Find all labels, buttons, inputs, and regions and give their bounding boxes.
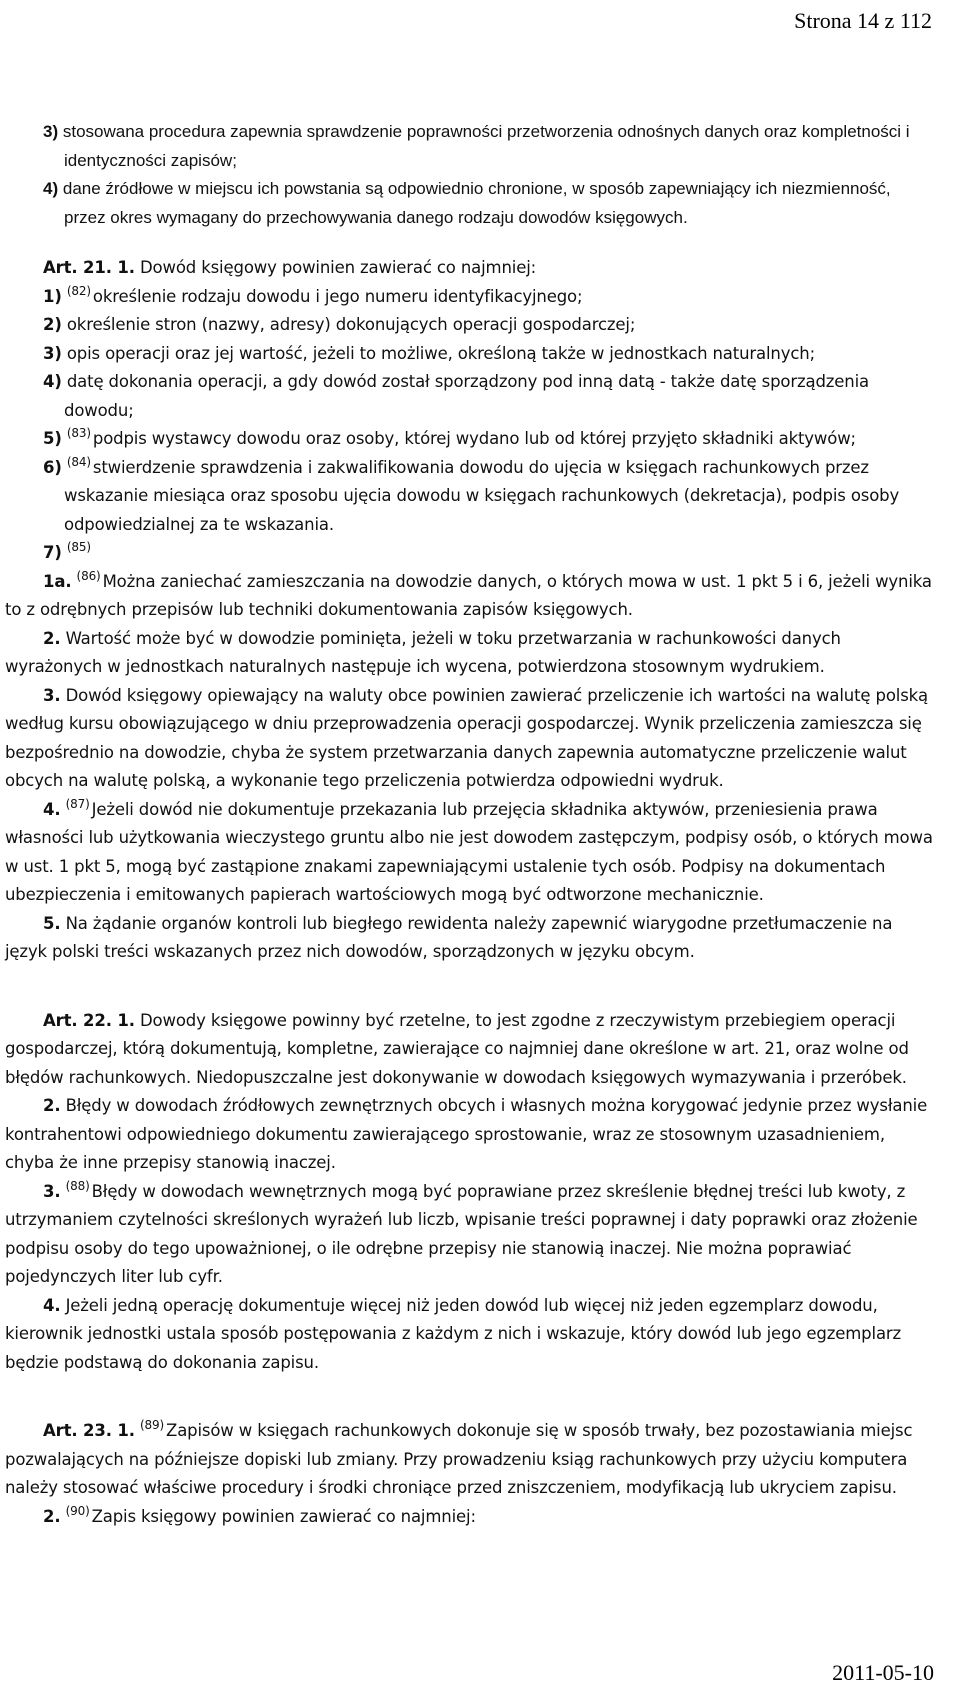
page-date-footer: 2011-05-10 — [832, 1660, 934, 1685]
paragraph-number: 2. — [43, 1506, 61, 1526]
paragraph-text: Na żądanie organów kontroli lub biegłego rewidenta należy zapewnić wiarygodne przetłumaczenie na język polski treści wskazanych przez nich dowodów, sporządzonych w języku obcym. — [5, 913, 893, 961]
paragraph-text: Dowody księgowe powinny być rzetelne, to jest zgodne z rzeczywistym przebiegiem operacji gospodarczej, którą dokumentują, kompletne, zawierające co najmniej dane określone w art. 21, oraz wolne od błędów rachunkowych. Niedopuszczalne jest dokonywanie w dowodach księgowych wymazywania i przeróbek. — [5, 1010, 909, 1087]
paragraph-text: Zapis księgowy powinien zawierać co najmniej: — [91, 1506, 476, 1526]
art20-items — [5, 118, 935, 232]
article-heading: Art. 22. 1. — [43, 1010, 135, 1030]
paragraph-number: 3. — [43, 685, 61, 705]
art21-heading-line — [5, 254, 935, 283]
paragraph-text: Błędy w dowodach źródłowych zewnętrznych obcych i własnych można korygować jedynie przez wysłanie kontrahentowi odpowiedniego dokumentu zawierającego sprostowanie, wraz ze stosownym uzasadnieniem, chyba że inne przepisy stanowią inaczej. — [5, 1096, 928, 1172]
item-text: opis operacji oraz jej wartość, jeżeli to możliwe, określoną także w jednostkach naturalnych; — [66, 343, 815, 363]
item-text: stwierdzenie sprawdzenia i zakwalifikowania dowodu do ujęcia w księgach rachunkowych przez wskazanie miesiąca oraz sposobu ujęcia dowodu w księgach rachunkowych (dekretacja), podpis osoby odpowiedzialnej za te wskazania. — [64, 457, 900, 534]
paragraph — [5, 1092, 935, 1178]
paragraph-number: 5. — [43, 913, 61, 933]
article-heading: Art. 23. 1. — [43, 1421, 135, 1440]
paragraph — [5, 625, 935, 682]
list-item — [5, 539, 935, 568]
item-number: 4) — [43, 179, 59, 198]
item-text: stosowana procedura zapewnia sprawdzenie poprawności przetworzenia odnośnych danych oraz kompletności i identyczności zapisów; — [62, 122, 910, 170]
item-text: określenie rodzaju dowodu i jego numeru identyfikacyjnego; — [92, 286, 583, 306]
footnote-ref: (88) — [65, 1178, 90, 1193]
footnote-ref: (90) — [65, 1503, 90, 1518]
item-text: datę dokonania operacji, a gdy dowód został sporządzony pod inną datą - także datę sporządzenia dowodu; — [64, 372, 870, 420]
paragraph-number: 3. — [43, 1181, 61, 1201]
item-number: 1) — [43, 286, 62, 306]
item-number: 4) — [43, 372, 62, 391]
paragraph-number: 1a. — [43, 571, 72, 591]
page-number-header: Strona 14 z 112 — [794, 8, 932, 33]
list-item — [5, 283, 935, 312]
paragraph — [5, 682, 935, 796]
list-item — [5, 454, 935, 540]
footnote-ref: (84) — [66, 454, 91, 469]
item-number: 3) — [43, 122, 59, 141]
item-number: 7) — [43, 543, 62, 562]
list-item — [5, 368, 935, 425]
footnote-ref: (83) — [66, 426, 91, 440]
art21-paragraphs — [5, 568, 935, 967]
art22 — [5, 1007, 935, 1378]
item-number: 2) — [43, 315, 62, 334]
footnote-ref: (87) — [65, 796, 90, 811]
paragraph — [5, 1007, 935, 1093]
item-number: 3) — [43, 343, 62, 363]
footnote-ref: (82) — [66, 283, 91, 298]
paragraph — [5, 910, 935, 967]
list-item — [5, 340, 935, 369]
document-body — [5, 118, 935, 1531]
paragraph — [5, 1178, 935, 1292]
list-item — [5, 175, 935, 232]
art21-items — [5, 283, 935, 568]
paragraph — [5, 1503, 935, 1532]
list-item — [5, 425, 935, 454]
paragraph-text: Dowód księgowy opiewający na waluty obce powinien zawierać przeliczenie ich wartości na walutę polską według kursu obowiązującego w dniu przeprowadzenia operacji gospodarczej. Wynik przeliczenia zamieszcza się bezpośrednio na dowodzie, chyba że system przetwarzania danych zapewnia automatyczne przeliczenie walut obcych na walutę polską, a wykonanie tego przeliczenia potwierdza odpowiedni wydruk. — [5, 685, 929, 790]
art23 — [5, 1417, 935, 1531]
paragraph-number: 4. — [43, 799, 61, 819]
footnote-ref: (86) — [76, 568, 101, 583]
footnote-ref: (85) — [66, 540, 91, 554]
list-item — [5, 311, 935, 340]
paragraph-number: 2. — [43, 628, 61, 648]
article-intro: Dowód księgowy powinien zawierać co najmniej: — [140, 258, 537, 277]
paragraph — [5, 1292, 935, 1378]
list-item — [5, 118, 935, 175]
paragraph-number: 2. — [43, 1096, 61, 1115]
paragraph-text: Wartość może być w dowodzie pominięta, jeżeli w toku przetwarzania w rachunkowości danych wyrażonych w jednostkach naturalnych następuje ich wycena, potwierdzona stosownym wydrukiem. — [5, 628, 841, 676]
paragraph-text: Błędy w dowodach wewnętrznych mogą być poprawiane przez skreślenie błędnej treści lub kwoty, z utrzymaniem czytelności skreślonych wyrażeń lub liczb, wpisanie treści poprawnej i daty poprawki oraz złożenie podpisu osoby do tego upoważnionej, o ile odrębne przepisy nie stanowią inaczej. Nie można poprawiać pojedynczych liter lub cyfr. — [5, 1181, 918, 1286]
paragraph-number: 4. — [43, 1295, 61, 1315]
paragraph-text: Jeżeli jedną operację dokumentuje więcej niż jeden dowód lub więcej niż jeden egzemplarz dowodu, kierownik jednostki ustala sposób postępowania z każdym z nich i wskazuje, który dowód lub jego egzemplarz będzie podstawą do dokonania zapisu. — [5, 1295, 902, 1372]
item-text: określenie stron (nazwy, adresy) dokonujących operacji gospodarczej; — [66, 315, 636, 334]
article-heading: Art. 21. 1. — [43, 258, 135, 277]
paragraph-text: Jeżeli dowód nie dokumentuje przekazania lub przejęcia składnika aktywów, przeniesienia prawa własności lub użytkowania wieczystego gruntu albo nie jest dowodem zastępczym, podpisy osób, o których mowa w ust. 1 pkt 5, mogą być zastąpione znakami zapewniającymi ustalenie tych osób. Podpisy na dokumentach ubezpieczenia i emitowanych papierach wartościowych mogą być odtworzone mechanicznie. — [5, 799, 933, 904]
paragraph-text: Zapisów w księgach rachunkowych dokonuje się w sposób trwały, bez pozostawiania miejsc pozwalających na późniejsze dopiski lub zmiany. Przy prowadzeniu ksiąg rachunkowych przy użyciu komputera należy stosować właściwe procedury i środki chroniące przed zniszczeniem, modyfikacją lub ukryciem zapisu. — [5, 1421, 913, 1497]
item-number: 5) — [43, 429, 62, 448]
paragraph — [5, 1417, 935, 1503]
paragraph — [5, 796, 935, 910]
footnote-ref: (89) — [140, 1418, 165, 1432]
paragraph — [5, 568, 935, 625]
item-text: podpis wystawcy dowodu oraz osoby, której wydano lub od której przyjęto składniki aktywów; — [92, 429, 856, 448]
paragraph-text: Można zaniechać zamieszczania na dowodzie danych, o których mowa w ust. 1 pkt 5 i 6, jeżeli wynika to z odrębnych przepisów lub techniki dokumentowania zapisów księgowych. — [5, 571, 932, 619]
item-text: dane źródłowe w miejscu ich powstania są odpowiednio chronione, w sposób zapewniający ich niezmienność, przez okres wymagany do przechowywania danego rodzaju dowodów księgowych. — [62, 179, 891, 227]
item-number: 6) — [43, 457, 62, 477]
